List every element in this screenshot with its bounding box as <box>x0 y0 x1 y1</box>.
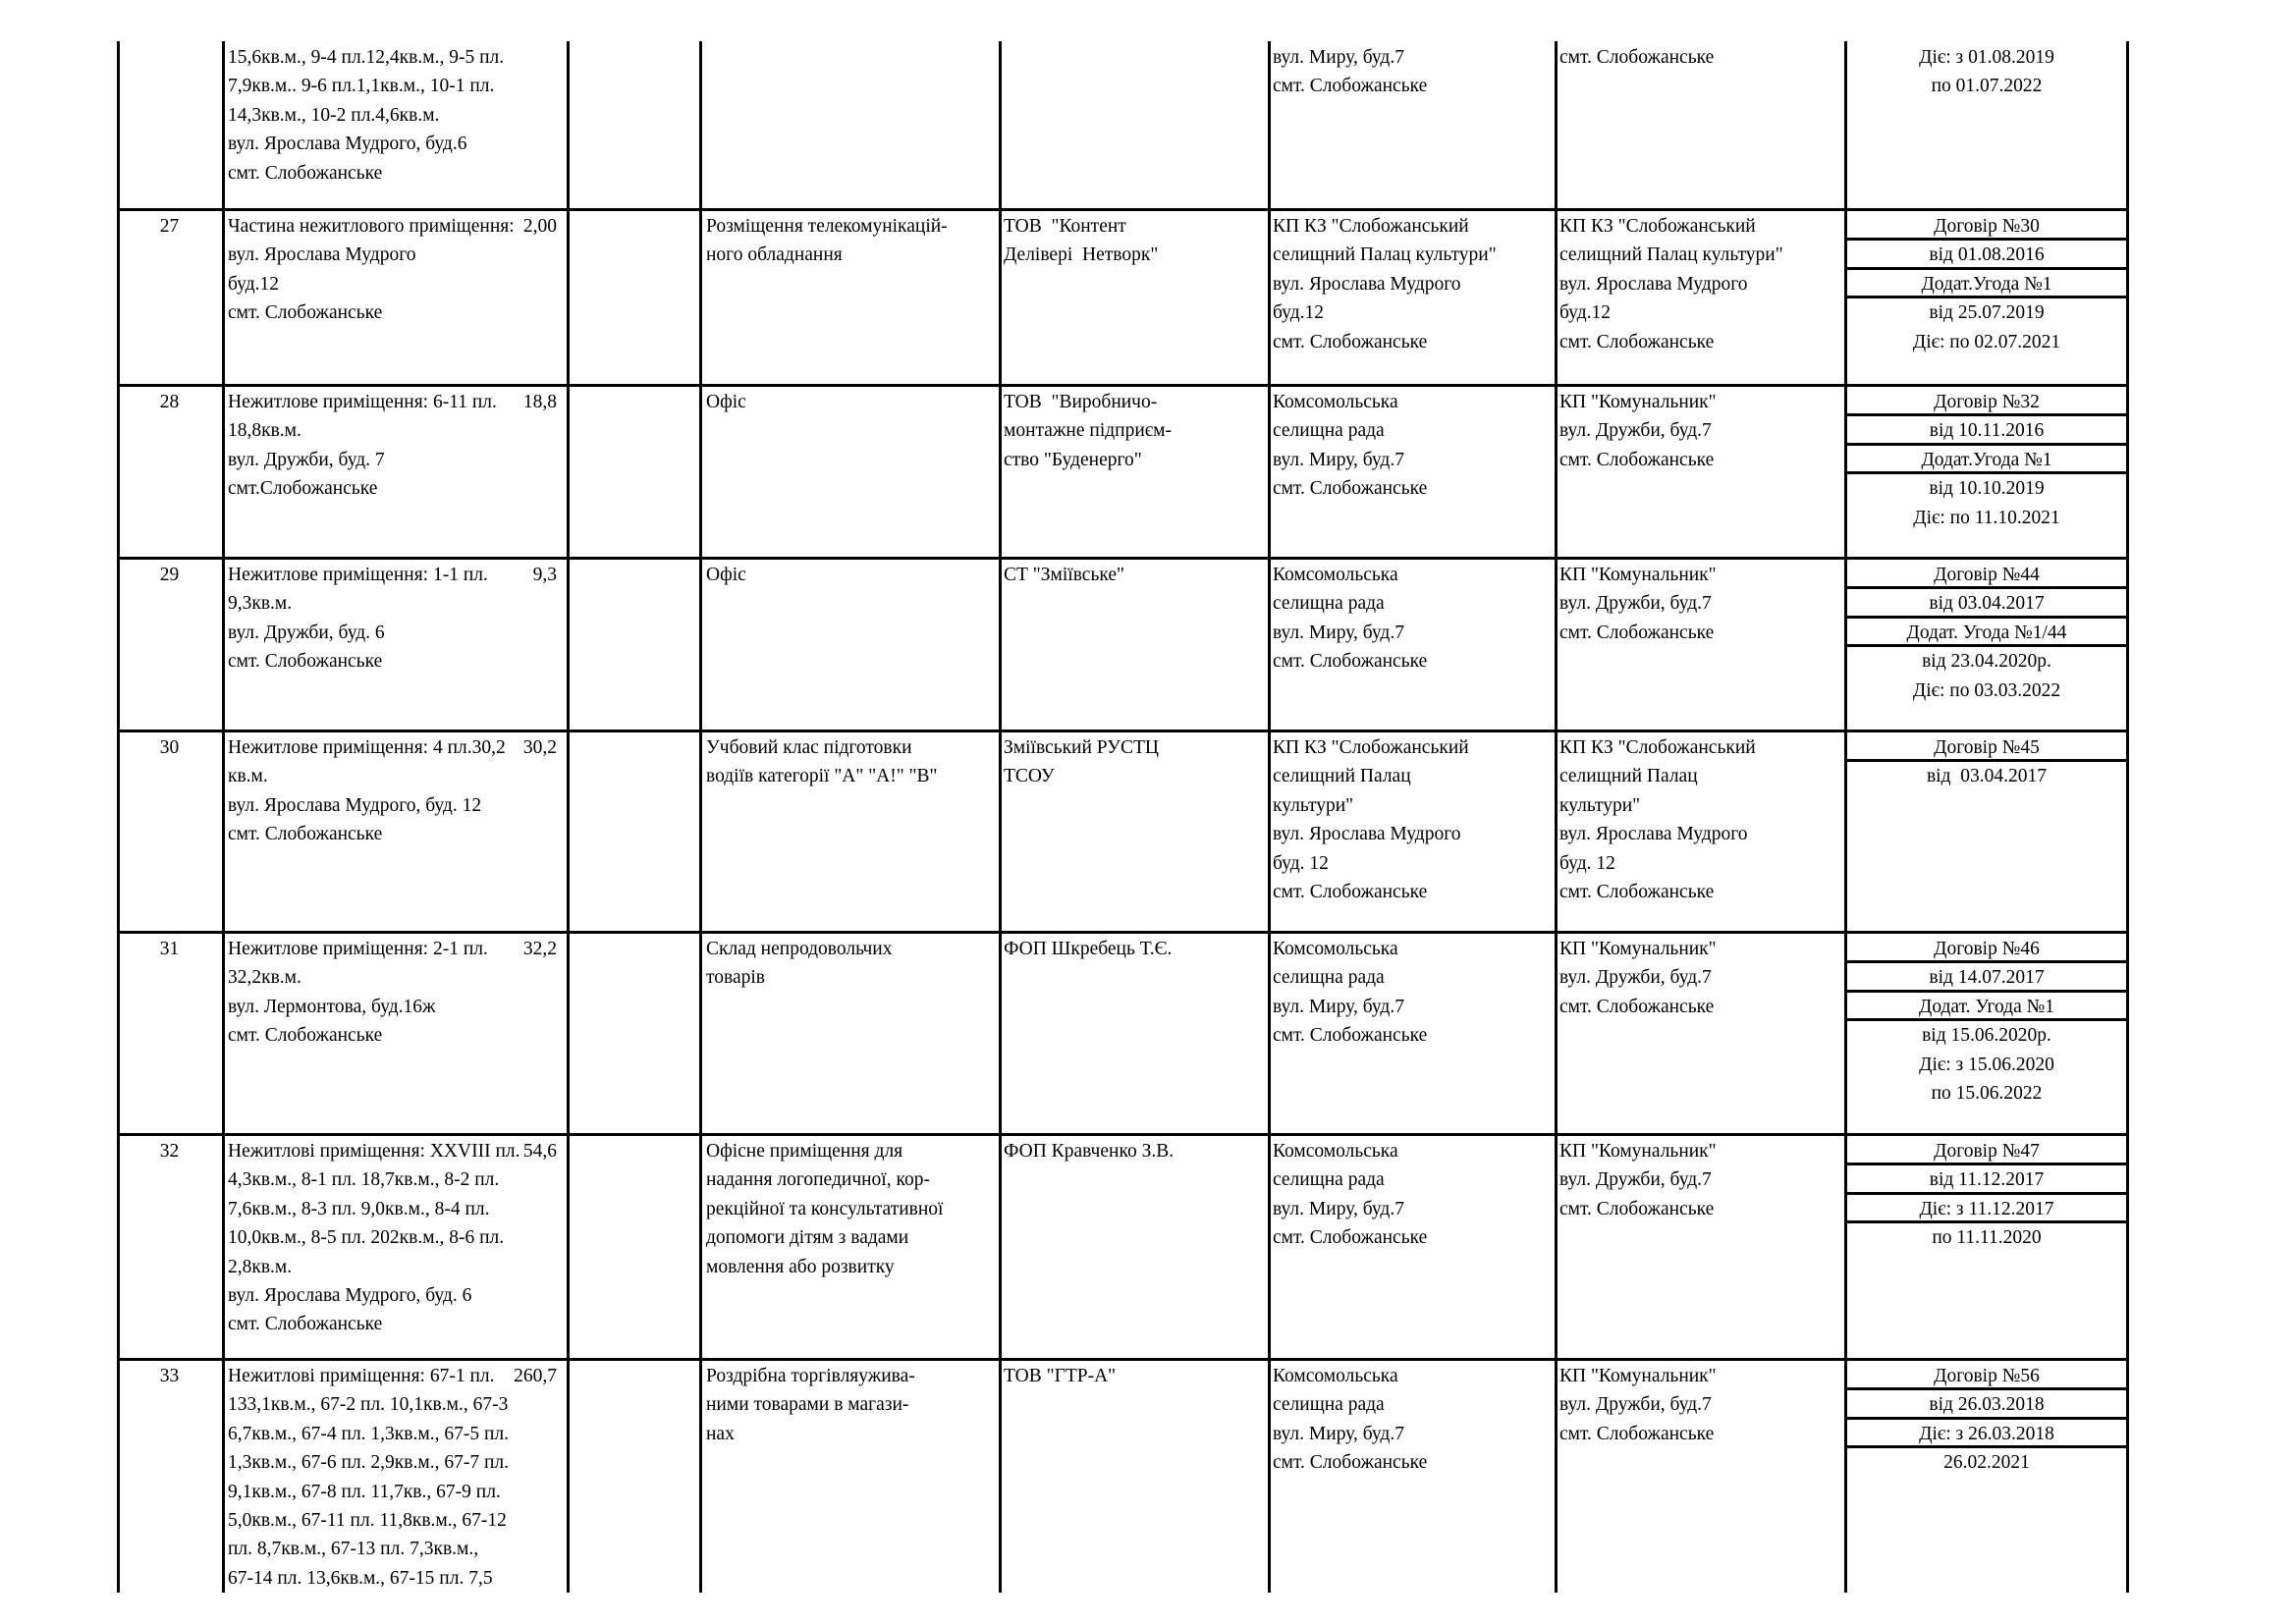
contract-info: від 03.04.2017 <box>1929 593 2045 615</box>
object-description: Нежитлові приміщення: 67-1 пл. <box>228 1366 495 1386</box>
lessor: смт. Слобожанське <box>1559 882 1715 902</box>
lessor: буд. 12 <box>1559 852 1615 874</box>
balance-holder: культури" <box>1273 794 1354 816</box>
contract-cell-rule <box>1847 471 2126 474</box>
contract-info: Діє: по 11.10.2021 <box>1913 507 2060 528</box>
purpose: Розміщення телекомунікацій- <box>706 216 948 237</box>
object-description: 32,2кв.м. <box>228 967 301 989</box>
balance-holder: Комсомольська <box>1273 939 1398 959</box>
contract-info: Договір №46 <box>1934 939 2040 959</box>
lessor: КП КЗ "Слобожанський <box>1559 216 1756 237</box>
lessor: КП "Комунальник" <box>1559 1366 1717 1386</box>
purpose: Офіс <box>706 565 746 585</box>
object-description: 7,9кв.м.. 9-6 пл.1,1кв.м., 10-1 пл. <box>228 76 495 97</box>
contract-cell-rule <box>1847 296 2126 298</box>
balance-holder: вул. Миру, буд.7 <box>1273 1423 1404 1444</box>
row-rule <box>117 1358 2129 1361</box>
lessor: вул. Дружби, буд.7 <box>1559 420 1712 442</box>
balance-holder: КП КЗ "Слобожанський <box>1273 737 1469 758</box>
contract-cell-rule <box>1847 443 2126 446</box>
purpose: Роздрібна торгівляужива- <box>706 1366 915 1386</box>
object-description: смт.Слобожанське <box>228 478 378 500</box>
balance-holder: КП КЗ "Слобожанський <box>1273 216 1469 237</box>
contract-cell-rule <box>1847 1192 2126 1195</box>
object-description: смт. Слобожанське <box>228 651 383 673</box>
lessor: вул. Дружби, буд.7 <box>1559 967 1712 989</box>
balance-holder: селищна рада <box>1273 967 1385 989</box>
area-value: 9,3 <box>532 565 557 585</box>
lessor: смт. Слобожанське <box>1559 622 1715 643</box>
object-description: вул. Ярослава Мудрого, буд. 12 <box>228 794 482 816</box>
balance-holder: вул. Миру, буд.7 <box>1273 996 1404 1017</box>
lessor: КП КЗ "Слобожанський <box>1559 737 1756 758</box>
contract-cell-rule <box>1847 960 2126 963</box>
purpose: нах <box>706 1423 735 1444</box>
purpose: мовлення або розвитку <box>706 1256 895 1277</box>
balance-holder: селищний Палац <box>1273 766 1411 787</box>
contract-cell-rule <box>1847 586 2126 589</box>
row-rule <box>117 931 2129 934</box>
object-description: пл. 8,7кв.м., 67-13 пл. 7,3кв.м., <box>228 1539 479 1560</box>
row-number: 29 <box>159 565 180 585</box>
contract-info: Діє: з 11.12.2017 <box>1919 1198 2054 1219</box>
object-description: 7,6кв.м., 8-3 пл. 9,0кв.м., 8-4 пл. <box>228 1198 490 1219</box>
purpose: рекційної та консультативної <box>706 1198 944 1219</box>
tenant: ТОВ "ГТР-А" <box>1004 1366 1117 1386</box>
lessor: вул. Ярослава Мудрого <box>1559 273 1748 295</box>
lessor: КП "Комунальник" <box>1559 392 1717 412</box>
area-value: 32,2 <box>522 939 557 959</box>
contract-info: Додат.Угода №1 <box>1921 449 2052 470</box>
lessor: вул. Дружби, буд.7 <box>1559 1169 1712 1191</box>
row-number: 28 <box>159 392 180 412</box>
tenant: ТОВ "Виробничо- <box>1004 392 1158 412</box>
balance-holder: селищна рада <box>1273 1394 1385 1416</box>
purpose: ними товарами в магази- <box>706 1394 909 1416</box>
object-description: 18,8кв.м. <box>228 420 301 442</box>
area-value: 18,8 <box>522 392 557 412</box>
balance-holder: селищна рада <box>1273 1169 1385 1191</box>
contract-cell-rule <box>1847 759 2126 762</box>
object-description: 9,1кв.м., 67-8 пл. 11,7кв., 67-9 пл. <box>228 1481 501 1502</box>
contract-cell-rule <box>1847 1163 2126 1165</box>
balance-holder: смт. Слобожанське <box>1273 331 1428 352</box>
area-value: 260,7 <box>514 1366 557 1386</box>
object-description: вул. Дружби, буд. 7 <box>228 449 385 470</box>
row-rule <box>117 1133 2129 1136</box>
object-description: 5,0кв.м., 67-11 пл. 11,8кв.м., 67-12 <box>228 1510 507 1531</box>
purpose: водіїв категорії "А" "А!" "В" <box>706 766 938 787</box>
balance-holder: Комсомольська <box>1273 1366 1398 1386</box>
contract-cell-rule <box>1847 1445 2126 1448</box>
contract-cell-rule <box>1847 990 2126 993</box>
balance-holder: смт. Слобожанське <box>1273 651 1428 673</box>
contract-info: від 23.04.2020р. <box>1922 651 2051 673</box>
object-description: 4,3кв.м., 8-1 пл. 18,7кв.м., 8-2 пл. <box>228 1169 500 1191</box>
object-description: вул. Ярослава Мудрого <box>228 244 416 266</box>
object-description: смт. Слобожанське <box>228 302 383 324</box>
lessor: вул. Дружби, буд.7 <box>1559 593 1712 615</box>
balance-holder: смт. Слобожанське <box>1273 1227 1428 1249</box>
lessor: КП "Комунальник" <box>1559 1141 1717 1162</box>
object-description: 14,3кв.м., 10-2 пл.4,6кв.м. <box>228 104 440 126</box>
tenant: ФОП Кравченко З.В. <box>1004 1141 1175 1162</box>
object-description: вул. Дружби, буд. 6 <box>228 622 385 643</box>
lessor: смт. Слобожанське <box>1559 449 1715 470</box>
balance-holder: Комсомольська <box>1273 565 1398 585</box>
contract-info: Діє: по 02.07.2021 <box>1912 331 2061 352</box>
object-description: смт. Слобожанське <box>228 1314 383 1335</box>
lessor: смт. Слобожанське <box>1559 1198 1715 1219</box>
contract-cell-rule <box>1847 1387 2126 1390</box>
purpose: товарів <box>706 967 765 989</box>
purpose: надання логопедичної, кор- <box>706 1169 930 1191</box>
object-description: смт. Слобожанське <box>228 1025 383 1047</box>
object-description: смт. Слобожанське <box>228 824 383 845</box>
object-description: 2,8кв.м. <box>228 1256 293 1277</box>
purpose: допомоги дітям з вадами <box>706 1227 909 1249</box>
lessor: селищний Палац культури" <box>1559 244 1783 266</box>
contract-info: від 26.03.2018 <box>1929 1394 2045 1416</box>
object-description: вул. Ярослава Мудрого, буд.6 <box>228 134 467 155</box>
balance-holder: селищна рада <box>1273 593 1385 615</box>
object-description: Нежитлові приміщення: XXVIII пл. <box>228 1141 520 1162</box>
purpose: Склад непродовольчих <box>706 939 893 959</box>
contract-info: Договір №47 <box>1934 1141 2040 1162</box>
contract-info: від 10.11.2016 <box>1929 420 2045 442</box>
contract-cell-rule <box>1847 238 2126 241</box>
tenant: Делівері Нетворк" <box>1004 244 1159 266</box>
balance-holder: вул. Миру, буд.7 <box>1273 47 1404 68</box>
lessor: культури" <box>1559 794 1641 816</box>
row-rule <box>117 557 2129 560</box>
balance-holder: вул. Миру, буд.7 <box>1273 449 1404 470</box>
row-number: 30 <box>159 737 180 758</box>
contract-info: Додат.Угода №1 <box>1921 273 2052 295</box>
lessor: смт. Слобожанське <box>1559 331 1715 352</box>
object-description: буд.12 <box>228 273 279 295</box>
lessor: селищний Палац <box>1559 766 1698 787</box>
contract-info: від 03.04.2017 <box>1926 766 2048 787</box>
contract-info: від 10.10.2019 <box>1929 478 2045 500</box>
contract-info: по 11.11.2020 <box>1932 1227 2042 1249</box>
contract-info: Діє: з 01.08.2019 <box>1919 47 2054 68</box>
contract-info: Додат. Угода №1/44 <box>1906 622 2067 643</box>
balance-holder: смт. Слобожанське <box>1273 882 1428 902</box>
contract-cell-rule <box>1847 644 2126 647</box>
lessor: вул. Ярослава Мудрого <box>1559 824 1748 845</box>
contract-info: по 01.07.2022 <box>1931 76 2043 97</box>
area-value: 2,00 <box>522 216 557 237</box>
tenant: ТОВ "Контент <box>1004 216 1126 237</box>
contract-info: Договір №44 <box>1934 565 2040 585</box>
balance-holder: вул. Ярослава Мудрого <box>1273 824 1461 845</box>
lessor: смт. Слобожанське <box>1559 1423 1715 1444</box>
area-value: 30,2 <box>522 737 557 758</box>
tenant: Зміївський РУСТЦ <box>1004 737 1159 758</box>
purpose: Офісне приміщення для <box>706 1141 903 1162</box>
lessor: вул. Дружби, буд.7 <box>1559 1394 1712 1416</box>
balance-holder: смт. Слобожанське <box>1273 478 1428 500</box>
contract-cell-rule <box>1847 1417 2126 1420</box>
tenant: ство "Буденерго" <box>1004 449 1142 470</box>
contract-info: від 25.07.2019 <box>1929 302 2045 324</box>
contract-info: Договір №56 <box>1934 1366 2040 1386</box>
object-description: 9,3кв.м. <box>228 593 293 615</box>
balance-holder: смт. Слобожанське <box>1273 1452 1428 1474</box>
contract-cell-rule <box>1847 267 2126 270</box>
object-description: 1,3кв.м., 67-6 пл. 2,9кв.м., 67-7 пл. <box>228 1452 509 1474</box>
row-number: 31 <box>159 939 180 959</box>
contract-cell-rule <box>1847 1220 2126 1223</box>
row-number: 33 <box>159 1366 180 1386</box>
contract-cell-rule <box>1847 413 2126 416</box>
contract-info: Діє: з 15.06.2020 <box>1919 1054 2054 1075</box>
object-description: Нежитлове приміщення: 6-11 пл. <box>228 392 497 412</box>
row-rule <box>117 730 2129 732</box>
balance-holder: Комсомольська <box>1273 392 1398 412</box>
contract-cell-rule <box>1847 1018 2126 1021</box>
object-description: Частина нежитлового приміщення: <box>228 216 515 237</box>
contract-info: Договір №45 <box>1934 737 2040 758</box>
balance-holder: вул. Миру, буд.7 <box>1273 1198 1404 1219</box>
lessor: КП "Комунальник" <box>1559 939 1717 959</box>
object-description: 15,6кв.м., 9-4 пл.12,4кв.м., 9-5 пл. <box>228 47 505 68</box>
object-description: смт. Слобожанське <box>228 162 383 184</box>
tenant: ТСОУ <box>1004 766 1055 787</box>
object-description: кв.м. <box>228 766 268 787</box>
tenant: СТ "Зміївське" <box>1004 565 1124 585</box>
object-description: 67-14 пл. 13,6кв.м., 67-15 пл. 7,5 <box>228 1567 493 1589</box>
purpose: ного обладнання <box>706 244 843 266</box>
contract-info: від 14.07.2017 <box>1929 967 2045 989</box>
object-description: 133,1кв.м., 67-2 пл. 10,1кв.м., 67-3 <box>228 1394 509 1416</box>
contract-cell-rule <box>1847 616 2126 619</box>
lessor: КП "Комунальник" <box>1559 565 1717 585</box>
contract-info: Додат. Угода №1 <box>1919 996 2054 1017</box>
lessor: буд.12 <box>1559 302 1611 324</box>
balance-holder: вул. Миру, буд.7 <box>1273 622 1404 643</box>
area-value: 54,6 <box>522 1141 557 1162</box>
contract-info: від 01.08.2016 <box>1929 244 2045 266</box>
contract-info: по 15.06.2022 <box>1931 1083 2043 1104</box>
balance-holder: буд.12 <box>1273 302 1324 324</box>
tenant: монтажне підприєм- <box>1004 420 1172 442</box>
balance-holder: вул. Ярослава Мудрого <box>1273 273 1461 295</box>
object-description: вул. Ярослава Мудрого, буд. 6 <box>228 1285 472 1306</box>
lessor: смт. Слобожанське <box>1559 996 1715 1017</box>
contract-info: Діє: з 26.03.2018 <box>1919 1423 2054 1444</box>
contract-info: Діє: по 03.03.2022 <box>1912 679 2061 701</box>
contract-info: 26.02.2021 <box>1943 1452 2030 1474</box>
object-description: 10,0кв.м., 8-5 пл. 202кв.м., 8-6 пл. <box>228 1227 505 1249</box>
tenant: ФОП Шкребець Т.Є. <box>1004 939 1173 959</box>
contract-info: Договір №32 <box>1934 392 2040 412</box>
contract-info: Договір №30 <box>1934 216 2040 237</box>
balance-holder: селищний Палац культури" <box>1273 244 1497 266</box>
contract-info: від 15.06.2020р. <box>1922 1025 2051 1047</box>
lessor: смт. Слобожанське <box>1559 47 1715 68</box>
object-description: Нежитлове приміщення: 2-1 пл. <box>228 939 488 959</box>
balance-holder: селищна рада <box>1273 420 1385 442</box>
contract-info: від 11.12.2017 <box>1929 1169 2045 1191</box>
object-description: Нежитлове приміщення: 4 пл.30,2 <box>228 737 506 758</box>
purpose: Учбовий клас підготовки <box>706 737 912 758</box>
object-description: вул. Лермонтова, буд.16ж <box>228 996 436 1017</box>
balance-holder: буд. 12 <box>1273 852 1329 874</box>
object-description: 6,7кв.м., 67-4 пл. 1,3кв.м., 67-5 пл. <box>228 1423 509 1444</box>
object-description: Нежитлове приміщення: 1-1 пл. <box>228 565 488 585</box>
row-rule <box>117 208 2129 211</box>
row-rule <box>117 384 2129 387</box>
row-number: 32 <box>159 1141 180 1162</box>
balance-holder: смт. Слобожанське <box>1273 1025 1428 1047</box>
balance-holder: смт. Слобожанське <box>1273 76 1428 97</box>
row-number: 27 <box>159 216 180 237</box>
purpose: Офіс <box>706 392 746 412</box>
balance-holder: Комсомольська <box>1273 1141 1398 1162</box>
